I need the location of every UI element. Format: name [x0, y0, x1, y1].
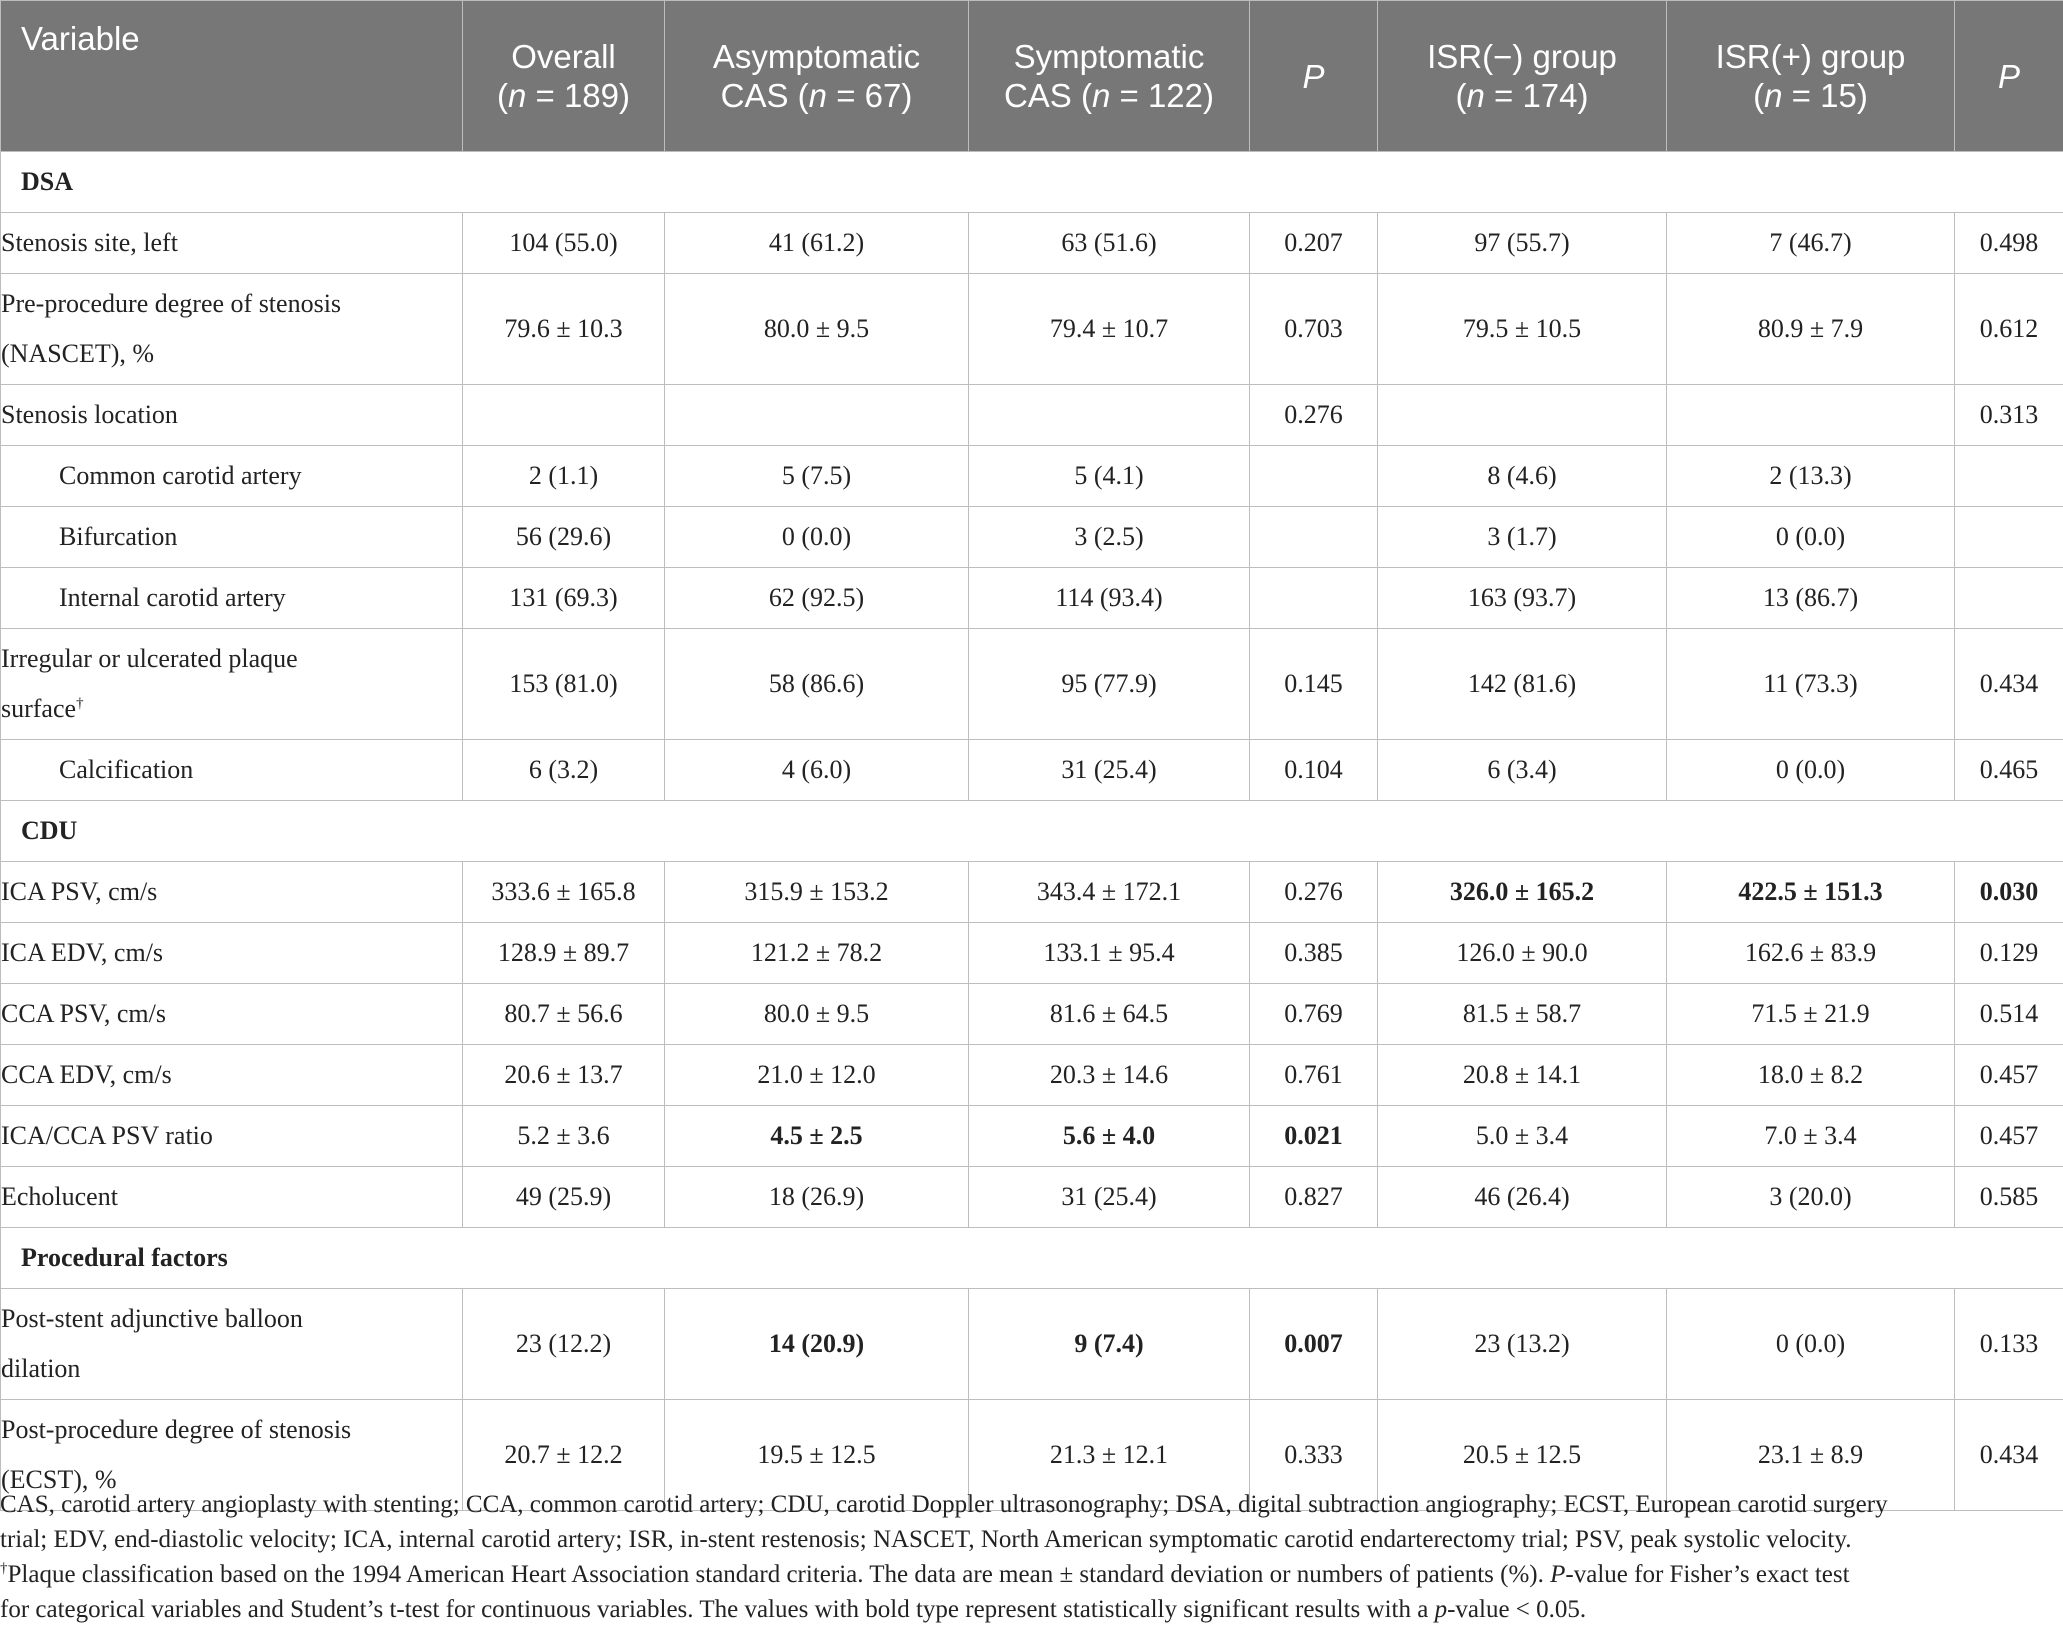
- cell-asymptomatic: 14 (20.9): [665, 1289, 969, 1400]
- table-row: [1, 568, 2063, 629]
- cell-overall: 49 (25.9): [463, 1167, 665, 1228]
- cell-p-isr: 0.514: [1955, 984, 2063, 1045]
- cell-symptomatic: 63 (51.6): [969, 213, 1250, 274]
- cell-isr-negative: 142 (81.6): [1378, 629, 1667, 740]
- header-p-cas: P: [1250, 1, 1378, 152]
- table-row: [1, 274, 2063, 385]
- cell-isr-negative: 326.0 ± 165.2: [1378, 862, 1667, 923]
- table-row: [1, 1045, 2063, 1106]
- row-label: CCA PSV, cm/s: [1, 984, 463, 1045]
- cell-p-cas: 0.145: [1250, 629, 1378, 740]
- table-row: [1, 1106, 2063, 1167]
- row-label: ICA PSV, cm/s: [1, 862, 463, 923]
- footnote-notes: †Plaque classification based on the 1994 American Heart Association standard criteria. The data are mean ± standard deviation or numbers of patients (%). P-value for Fisher’s exact test for categorical variables and Student’s t-test for continuous variables. The values with bold type represent statistically significant results with a p-value < 0.05.: [0, 1560, 1850, 1623]
- cell-p-isr: 0.129: [1955, 923, 2063, 984]
- row-label: Post-procedure degree of stenosis (ECST), %: [1, 1400, 463, 1511]
- cell-p-cas: 0.207: [1250, 213, 1378, 274]
- row-label: Internal carotid artery: [1, 568, 463, 629]
- row-label: Echolucent: [1, 1167, 463, 1228]
- header-isr-negative: ISR(−) group (n = 174): [1378, 1, 1667, 152]
- header-asymptomatic: Asymptomatic CAS (n = 67): [665, 1, 969, 152]
- cell-asymptomatic: 58 (86.6): [665, 629, 969, 740]
- cell-isr-negative: [1378, 385, 1667, 446]
- row-label: Irregular or ulcerated plaque surface†: [1, 629, 463, 740]
- cell-isr-negative: 46 (26.4): [1378, 1167, 1667, 1228]
- cell-overall: 20.6 ± 13.7: [463, 1045, 665, 1106]
- cell-asymptomatic: 19.5 ± 12.5: [665, 1400, 969, 1511]
- table-row: [1, 1167, 2063, 1228]
- cell-overall: 333.6 ± 165.8: [463, 862, 665, 923]
- cell-isr-negative: 23 (13.2): [1378, 1289, 1667, 1400]
- section-procedural: [1, 1228, 2063, 1289]
- cell-p-cas: 0.385: [1250, 923, 1378, 984]
- cell-isr-positive: 11 (73.3): [1667, 629, 1955, 740]
- table-row: [1, 629, 2063, 740]
- cell-asymptomatic: 62 (92.5): [665, 568, 969, 629]
- row-label: ICA EDV, cm/s: [1, 923, 463, 984]
- footnote-abbreviations: CAS, carotid artery angioplasty with stenting; CCA, common carotid artery; CDU, carotid Doppler ultrasonography; DSA, digital subtraction angiography; ECST, European carotid surgery trial; EDV, end-diastolic velocity; ICA, internal carotid artery; ISR, in-stent restenosis; NASCET, North American symptomatic carotid endarterectomy trial; PSV, peak systolic velocity.: [0, 1491, 1888, 1553]
- cell-isr-positive: 0 (0.0): [1667, 740, 1955, 801]
- table-row: [1, 446, 2063, 507]
- row-label: CCA EDV, cm/s: [1, 1045, 463, 1106]
- cell-overall: 131 (69.3): [463, 568, 665, 629]
- cell-symptomatic: 79.4 ± 10.7: [969, 274, 1250, 385]
- cell-overall: 20.7 ± 12.2: [463, 1400, 665, 1511]
- row-label: Bifurcation: [1, 507, 463, 568]
- row-label: ICA/CCA PSV ratio: [1, 1106, 463, 1167]
- cell-isr-negative: 81.5 ± 58.7: [1378, 984, 1667, 1045]
- cell-asymptomatic: 80.0 ± 9.5: [665, 984, 969, 1045]
- cell-p-isr: 0.465: [1955, 740, 2063, 801]
- table-row: [1, 984, 2063, 1045]
- cell-asymptomatic: 121.2 ± 78.2: [665, 923, 969, 984]
- cell-p-cas: 0.333: [1250, 1400, 1378, 1511]
- cell-isr-negative: 5.0 ± 3.4: [1378, 1106, 1667, 1167]
- dagger-mark: †: [76, 695, 84, 712]
- cell-symptomatic: 343.4 ± 172.1: [969, 862, 1250, 923]
- cell-symptomatic: 5.6 ± 4.0: [969, 1106, 1250, 1167]
- cell-symptomatic: 3 (2.5): [969, 507, 1250, 568]
- cell-symptomatic: 5 (4.1): [969, 446, 1250, 507]
- table-row: [1, 740, 2063, 801]
- table-row: [1, 385, 2063, 446]
- cell-asymptomatic: 315.9 ± 153.2: [665, 862, 969, 923]
- cell-isr-positive: 23.1 ± 8.9: [1667, 1400, 1955, 1511]
- cell-p-isr: 0.030: [1955, 862, 2063, 923]
- cell-isr-negative: 6 (3.4): [1378, 740, 1667, 801]
- cell-p-isr: [1955, 507, 2063, 568]
- section-cdu: [1, 801, 2063, 862]
- cell-isr-positive: [1667, 385, 1955, 446]
- table-row: [1, 923, 2063, 984]
- cell-symptomatic: 31 (25.4): [969, 740, 1250, 801]
- cell-p-isr: 0.434: [1955, 1400, 2063, 1511]
- cell-isr-negative: 126.0 ± 90.0: [1378, 923, 1667, 984]
- cell-p-cas: 0.276: [1250, 385, 1378, 446]
- cell-asymptomatic: 80.0 ± 9.5: [665, 274, 969, 385]
- cell-p-cas: 0.761: [1250, 1045, 1378, 1106]
- header-symptomatic: Symptomatic CAS (n = 122): [969, 1, 1250, 152]
- section-dsa: [1, 152, 2063, 213]
- cell-asymptomatic: 0 (0.0): [665, 507, 969, 568]
- cell-p-cas: 0.769: [1250, 984, 1378, 1045]
- row-label: Stenosis location: [1, 385, 463, 446]
- header-variable: Variable: [1, 1, 463, 152]
- cell-isr-negative: 8 (4.6): [1378, 446, 1667, 507]
- cell-isr-negative: 3 (1.7): [1378, 507, 1667, 568]
- cell-p-cas: 0.703: [1250, 274, 1378, 385]
- dagger-mark: †: [0, 1560, 8, 1577]
- section-title: Procedural factors: [1, 1228, 2063, 1289]
- cell-p-cas: [1250, 568, 1378, 629]
- cell-asymptomatic: 5 (7.5): [665, 446, 969, 507]
- header-overall: Overall (n = 189): [463, 1, 665, 152]
- section-title: DSA: [1, 152, 2063, 213]
- table-row: [1, 1289, 2063, 1400]
- cell-asymptomatic: 4 (6.0): [665, 740, 969, 801]
- cell-symptomatic: 114 (93.4): [969, 568, 1250, 629]
- table-row: [1, 213, 2063, 274]
- cell-overall: 79.6 ± 10.3: [463, 274, 665, 385]
- cell-p-cas: 0.007: [1250, 1289, 1378, 1400]
- cell-p-cas: 0.021: [1250, 1106, 1378, 1167]
- cell-isr-positive: 71.5 ± 21.9: [1667, 984, 1955, 1045]
- cell-isr-positive: 162.6 ± 83.9: [1667, 923, 1955, 984]
- cell-overall: 80.7 ± 56.6: [463, 984, 665, 1045]
- header-p-isr: P: [1955, 1, 2063, 152]
- row-label: Calcification: [1, 740, 463, 801]
- cell-overall: 104 (55.0): [463, 213, 665, 274]
- cell-p-isr: 0.133: [1955, 1289, 2063, 1400]
- cell-isr-positive: 0 (0.0): [1667, 507, 1955, 568]
- cell-symptomatic: 31 (25.4): [969, 1167, 1250, 1228]
- cell-symptomatic: 133.1 ± 95.4: [969, 923, 1250, 984]
- cell-isr-negative: 97 (55.7): [1378, 213, 1667, 274]
- table-footnotes: [0, 1487, 2063, 1627]
- row-label: Post-stent adjunctive balloon dilation: [1, 1289, 463, 1400]
- cell-p-isr: 0.457: [1955, 1045, 2063, 1106]
- cell-isr-negative: 20.8 ± 14.1: [1378, 1045, 1667, 1106]
- cell-overall: 128.9 ± 89.7: [463, 923, 665, 984]
- cell-symptomatic: [969, 385, 1250, 446]
- cell-symptomatic: 81.6 ± 64.5: [969, 984, 1250, 1045]
- cell-isr-positive: 18.0 ± 8.2: [1667, 1045, 1955, 1106]
- table-row: [1, 862, 2063, 923]
- cell-p-isr: [1955, 446, 2063, 507]
- cell-asymptomatic: 41 (61.2): [665, 213, 969, 274]
- row-label: Pre-procedure degree of stenosis (NASCET), %: [1, 274, 463, 385]
- cell-asymptomatic: [665, 385, 969, 446]
- cell-overall: 56 (29.6): [463, 507, 665, 568]
- table-row: [1, 507, 2063, 568]
- cell-p-isr: 0.434: [1955, 629, 2063, 740]
- cell-isr-positive: 7.0 ± 3.4: [1667, 1106, 1955, 1167]
- cell-p-cas: 0.827: [1250, 1167, 1378, 1228]
- cell-isr-positive: 2 (13.3): [1667, 446, 1955, 507]
- row-label: Stenosis site, left: [1, 213, 463, 274]
- cell-isr-negative: 20.5 ± 12.5: [1378, 1400, 1667, 1511]
- cell-overall: 6 (3.2): [463, 740, 665, 801]
- cell-p-cas: [1250, 507, 1378, 568]
- header-row: [1, 1, 2063, 152]
- cell-p-isr: 0.498: [1955, 213, 2063, 274]
- cell-p-isr: [1955, 568, 2063, 629]
- cell-p-cas: 0.104: [1250, 740, 1378, 801]
- cell-p-isr: 0.313: [1955, 385, 2063, 446]
- cell-p-cas: 0.276: [1250, 862, 1378, 923]
- cell-symptomatic: 9 (7.4): [969, 1289, 1250, 1400]
- cell-overall: 2 (1.1): [463, 446, 665, 507]
- header-isr-positive: ISR(+) group (n = 15): [1667, 1, 1955, 152]
- cell-symptomatic: 21.3 ± 12.1: [969, 1400, 1250, 1511]
- cell-asymptomatic: 4.5 ± 2.5: [665, 1106, 969, 1167]
- cell-p-cas: [1250, 446, 1378, 507]
- cell-isr-negative: 163 (93.7): [1378, 568, 1667, 629]
- cell-isr-positive: 7 (46.7): [1667, 213, 1955, 274]
- cell-isr-positive: 3 (20.0): [1667, 1167, 1955, 1228]
- cell-asymptomatic: 21.0 ± 12.0: [665, 1045, 969, 1106]
- cell-isr-positive: 422.5 ± 151.3: [1667, 862, 1955, 923]
- row-label: Common carotid artery: [1, 446, 463, 507]
- cell-isr-positive: 0 (0.0): [1667, 1289, 1955, 1400]
- cell-symptomatic: 95 (77.9): [969, 629, 1250, 740]
- cell-overall: 23 (12.2): [463, 1289, 665, 1400]
- cell-isr-negative: 79.5 ± 10.5: [1378, 274, 1667, 385]
- cell-overall: 153 (81.0): [463, 629, 665, 740]
- cell-isr-positive: 13 (86.7): [1667, 568, 1955, 629]
- cell-isr-positive: 80.9 ± 7.9: [1667, 274, 1955, 385]
- cell-p-isr: 0.457: [1955, 1106, 2063, 1167]
- cell-asymptomatic: 18 (26.9): [665, 1167, 969, 1228]
- cell-p-isr: 0.585: [1955, 1167, 2063, 1228]
- cell-overall: 5.2 ± 3.6: [463, 1106, 665, 1167]
- cell-p-isr: 0.612: [1955, 274, 2063, 385]
- section-title: CDU: [1, 801, 2063, 862]
- cell-symptomatic: 20.3 ± 14.6: [969, 1045, 1250, 1106]
- cell-overall: [463, 385, 665, 446]
